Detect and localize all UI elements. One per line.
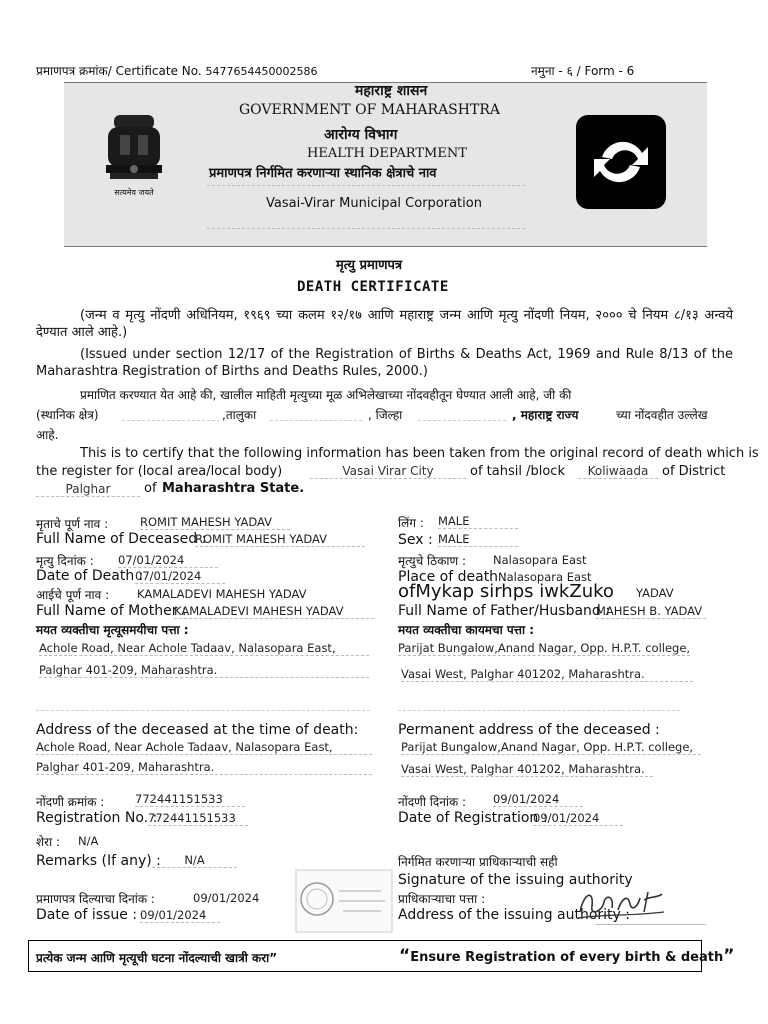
state-label-marathi: , महाराष्ट्र राज्य bbox=[512, 408, 579, 422]
date-of-death-label-marathi: मृत्यु दिनांक : bbox=[36, 554, 94, 568]
certify-statement-end-marathi: आहे. bbox=[36, 428, 59, 442]
date-of-death-label: Date of Death : bbox=[36, 568, 144, 584]
deceased-name-label: Full Name of Deceased : bbox=[36, 531, 207, 547]
place-of-death: Nalasopara East bbox=[498, 570, 592, 584]
issue-date: 09/01/2024 bbox=[140, 908, 220, 923]
quote-open: “ bbox=[399, 946, 411, 966]
address-at-death-label-marathi: मयत व्यक्तीचा मृत्यूसमयीचा पत्ता : bbox=[36, 623, 189, 637]
address-at-death-line1: Achole Road, Near Achole Tadaav, Nalasopara East, bbox=[36, 740, 372, 755]
header-box bbox=[64, 82, 707, 247]
sex-label-marathi: लिंग : bbox=[398, 516, 424, 530]
mother-name-label: Full Name of Mother : bbox=[36, 603, 187, 619]
date-of-death: 07/01/2024 bbox=[135, 569, 225, 584]
sex-marathi: MALE bbox=[438, 514, 518, 529]
official-stamp bbox=[295, 869, 393, 933]
remarks-label-marathi: शेरा : bbox=[36, 835, 61, 849]
department-title: HEALTH DEPARTMENT bbox=[307, 146, 467, 161]
registration-number: 772441151533 bbox=[148, 811, 248, 826]
government-title-marathi: महाराष्ट्र शासन bbox=[355, 83, 428, 99]
issue-date-label-marathi: प्रमाणपत्र दिल्याचा दिनांक : bbox=[36, 892, 155, 906]
footer-banner bbox=[28, 940, 735, 972]
tahsil-label: of tahsil /block bbox=[470, 464, 565, 479]
address-at-death-marathi-line2: Palghar 401-209, Maharashtra. bbox=[39, 663, 369, 678]
handwritten-signature bbox=[574, 882, 670, 926]
footer-message bbox=[399, 946, 734, 966]
blank-line bbox=[122, 420, 220, 421]
remarks: N/A bbox=[152, 853, 237, 868]
place-of-death-marathi: Nalasopara East bbox=[493, 553, 587, 567]
government-title: GOVERNMENT OF MAHARASHTRA bbox=[239, 102, 500, 118]
certificate-title: DEATH CERTIFICATE bbox=[297, 279, 449, 295]
issue-date-label: Date of issue : bbox=[36, 907, 137, 923]
certificate-number-label: प्रमाणपत्र क्रमांक/ Certificate No. 5477654450002586 bbox=[36, 64, 318, 78]
permanent-address-marathi-line2: Vasai West, Palghar 401202, Maharashtra. bbox=[401, 667, 693, 682]
deceased-name-label-marathi: मृताचे पूर्ण नाव : bbox=[36, 517, 109, 531]
sex: MALE bbox=[438, 532, 518, 547]
signature-line bbox=[596, 924, 706, 925]
svg-text:सत्यमेव जयते: सत्यमेव जयते bbox=[114, 188, 154, 197]
issued-statement: (Issued under section 12/17 of the Registration of Births & Deaths Act, 1969 and Rule 8/13 of the Maharashtra Registration of Births and Deaths Rules, 2000.) bbox=[36, 347, 733, 379]
local-area-label: the register for (local area/local body) bbox=[36, 464, 283, 479]
certify-statement: This is to certify that the following information has been taken from the original record of death which is bbox=[80, 446, 759, 461]
corporation-logo-icon bbox=[574, 113, 668, 211]
remarks-marathi: N/A bbox=[78, 834, 99, 848]
registration-date-label: Date of Registration : bbox=[398, 810, 548, 826]
deceased-name-marathi: ROMIT MAHESH YADAV bbox=[140, 515, 290, 530]
deceased-name: ROMIT MAHESH YADAV bbox=[195, 532, 365, 547]
registration-date-label-marathi: नोंदणी दिनांक : bbox=[398, 795, 467, 809]
permanent-address-label: Permanent address of the deceased : bbox=[398, 722, 660, 738]
permanent-address-line2: Vasai West, Palghar 401202, Maharashtra. bbox=[401, 762, 653, 777]
signature-label: Signature of the issuing authority bbox=[398, 872, 633, 888]
authority-address-label: Address of the issuing authority : bbox=[398, 907, 630, 923]
state-name: Maharashtra State. bbox=[162, 481, 305, 496]
footer-message-text: Ensure Registration of every birth & death bbox=[410, 950, 724, 965]
sex-label: Sex : bbox=[398, 532, 433, 548]
father-name-label: Full Name of Father/Husband : bbox=[398, 603, 610, 619]
local-area-label-marathi: (स्थानिक क्षेत्र) bbox=[36, 408, 99, 422]
blank-line bbox=[270, 420, 362, 421]
address-at-death-label: Address of the deceased at the time of death: bbox=[36, 722, 359, 738]
signature-label-marathi: निर्गमित करणाऱ्या प्राधिकाऱ्याची सही bbox=[398, 855, 558, 869]
place-of-death-label: Place of death : bbox=[398, 569, 508, 585]
corporation-name: Vasai-Virar Municipal Corporation bbox=[266, 196, 482, 211]
mother-name-label-marathi: आईचे पूर्ण नाव : bbox=[36, 588, 110, 602]
father-name: MAHESH B. YADAV bbox=[596, 604, 706, 619]
address-at-death-line2: Palghar 401-209, Maharashtra. bbox=[36, 760, 372, 775]
father-name-marathi: YADAV bbox=[636, 586, 674, 600]
father-name-label-marathi: ofMykap sirhps iwkZuko bbox=[398, 581, 614, 602]
national-emblem-icon bbox=[94, 105, 174, 215]
registration-date: 09/01/2024 bbox=[533, 811, 623, 826]
address-at-death-marathi-line1: Achole Road, Near Achole Tadaav, Nalasopara East, bbox=[39, 641, 369, 656]
blank-line bbox=[36, 710, 370, 711]
issued-statement-marathi: (जन्म व मृत्यु नोंदणी अधिनियम, १९६९ च्या कलम १२/१७ आणि महाराष्ट्र जन्म आणि मृत्यु नोंदणी नियम, २००० चे नियम ८/१३ अन्वये देण्यात आले आहे.) bbox=[36, 308, 733, 340]
certificate-number: 5477654450002586 bbox=[205, 65, 318, 78]
permanent-address-label-marathi: मयत व्यक्तीचा कायमचा पत्ता : bbox=[398, 623, 535, 637]
certify-statement-marathi: प्रमाणित करण्यात येत आहे की, खालील माहिती मृत्युच्या मूळ अभिलेखाच्या नोंदवहीतून घेण्यात आली आहे, जी की bbox=[80, 388, 572, 402]
registration-number-marathi: 772441151533 bbox=[135, 792, 245, 807]
district-value: Palghar bbox=[36, 482, 140, 497]
blank-line bbox=[398, 710, 680, 711]
registration-number-label-marathi: नोंदणी क्रमांक : bbox=[36, 795, 105, 809]
authority-address-label-marathi: प्राधिकाऱ्याचा पत्ता : bbox=[398, 892, 486, 906]
issuing-local-body-label: प्रमाणपत्र निर्गमित करणाऱ्या स्थानिक क्षेत्राचे नाव bbox=[209, 166, 437, 181]
permanent-address-line1: Parijat Bungalow,Anand Nagar, Opp. H.P.T. college, bbox=[401, 740, 701, 755]
mother-name-marathi: KAMALADEVI MAHESH YADAV bbox=[137, 587, 307, 601]
state-prefix: of bbox=[144, 481, 157, 496]
department-title-marathi: आरोग्य विभाग bbox=[324, 127, 398, 143]
registration-date-marathi: 09/01/2024 bbox=[493, 792, 583, 807]
certificate-title-marathi: मृत्यु प्रमाणपत्र bbox=[336, 258, 403, 273]
blank-line bbox=[418, 420, 506, 421]
place-of-death-label-marathi: मृत्युचे ठिकाण : bbox=[398, 554, 466, 568]
quote-close: ” bbox=[723, 946, 735, 966]
issue-date-marathi: 09/01/2024 bbox=[193, 891, 260, 905]
tahsil-value: Koliwaada bbox=[578, 464, 658, 479]
taluka-label-marathi: ,तालुका bbox=[222, 408, 257, 422]
form-number: नमुना - ६ / Form - 6 bbox=[531, 64, 635, 78]
district-label-marathi: , जिल्हा bbox=[368, 408, 403, 422]
footer-message-marathi: प्रत्येक जन्म आणि मृत्यूची घटना नोंदल्याची खात्री करा” bbox=[36, 951, 278, 965]
mother-name: KAMALADEVI MAHESH YADAV bbox=[174, 604, 374, 619]
date-of-death-marathi: 07/01/2024 bbox=[118, 553, 218, 568]
divider bbox=[207, 185, 525, 186]
registration-number-label: Registration No. : bbox=[36, 810, 158, 826]
permanent-address-marathi-line1: Parijat Bungalow,Anand Nagar, Opp. H.P.T. college, bbox=[398, 641, 691, 655]
register-mention-marathi: च्या नोंदवहीत उल्लेख bbox=[616, 408, 708, 422]
remarks-label: Remarks (If any) : bbox=[36, 853, 161, 869]
local-area-value: Vasai Virar City bbox=[310, 464, 466, 479]
district-label: of District bbox=[662, 464, 726, 479]
divider bbox=[207, 228, 525, 229]
